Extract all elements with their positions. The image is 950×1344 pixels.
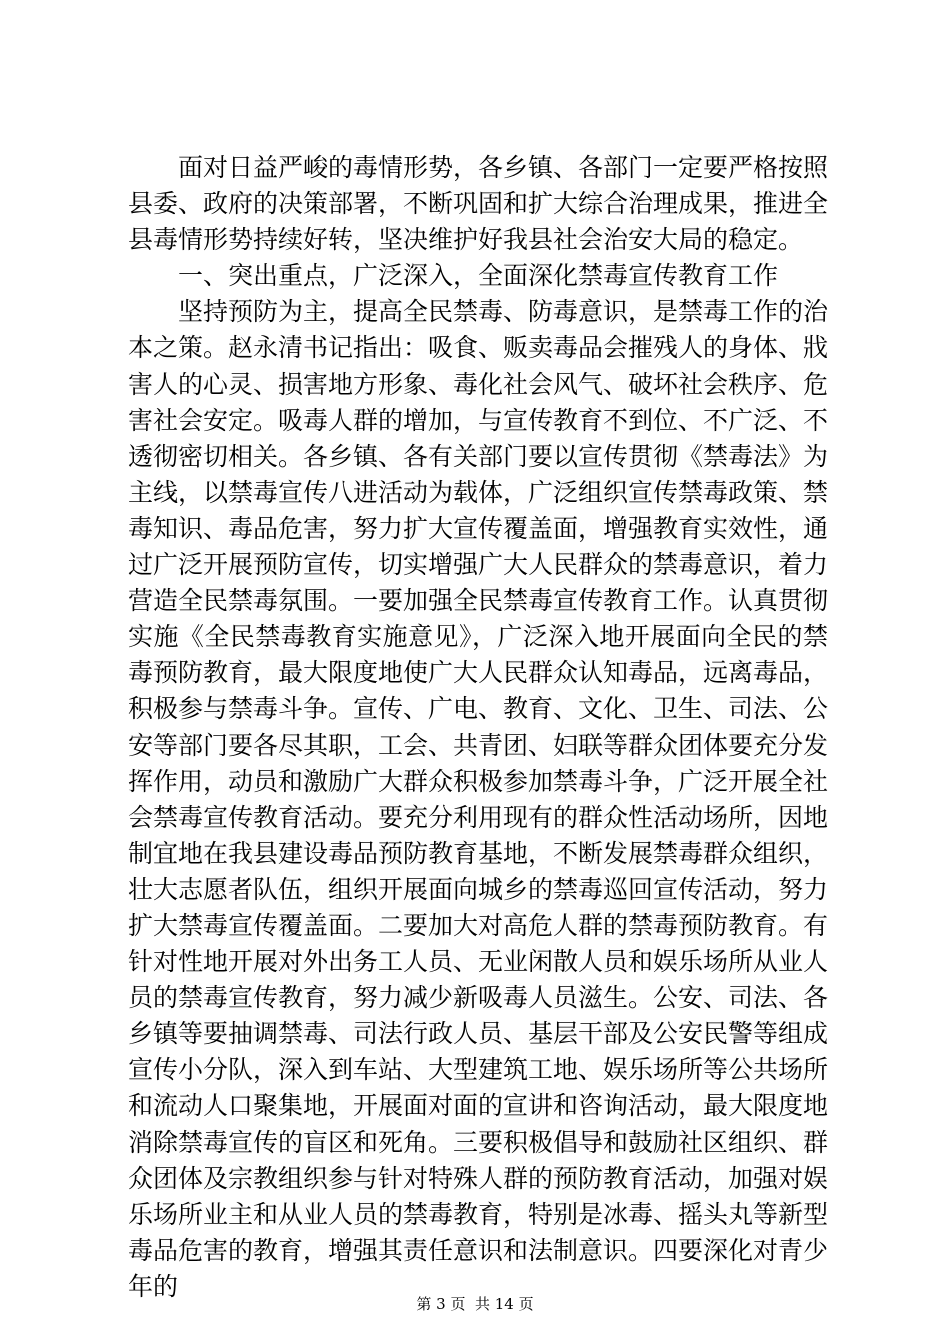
page-number-footer: 第 3 页 共 14 页 xyxy=(416,1295,534,1313)
paragraph-intro: 面对日益严峻的毒情形势，各乡镇、各部门一定要严格按照县委、政府的决策部署，不断巩固和扩大综合治理成果，推进全县毒情形势持续好转，坚决维护好我县社会治安大局的稳定。 xyxy=(128,153,829,255)
section-heading-1: 一、突出重点，广泛深入，全面深化禁毒宣传教育工作 xyxy=(178,261,779,291)
paragraph-section-1: 坚持预防为主，提高全民禁毒、防毒意识，是禁毒工作的治本之策。赵永清书记指出：吸食、贩卖毒品会摧残人的身体、戕害人的心灵、损害地方形象、毒化社会风气、破坏社会秩序、危害社会安定。吸毒人群的增加，与宣传教育不到位、不广泛、不透彻密切相关。各乡镇、各有关部门要以宣传贯彻《禁毒法》为主线，以禁毒宣传八进活动为载体，广泛组织宣传禁毒政策、禁毒知识、毒品危害，努力扩大宣传覆盖面，增强教育实效性，通过广泛开展预防宣传，切实增强广大人民群众的禁毒意识，着力营造全民禁毒氛围。一要加强全民禁毒宣传教育工作。认真贯彻实施《全民禁毒教育实施意见》，广泛深入地开展面向全民的禁毒预防教育，最大限度地使广大人民群众认知毒品，远离毒品，积极参与禁毒斗争。宣传、广电、教育、文化、卫生、司法、公安等部门要各尽其职，工会、共青团、妇联等群众团体要充分发挥作用，动员和激励广大群众积极参加禁毒斗争，广泛开展全社会禁毒宣传教育活动。要充分利用现有的群众性活动场所，因地制宜地在我县建设毒品预防教育基地，不断发展禁毒群众组织，壮大志愿者队伍，组织开展面向城乡的禁毒巡回宣传活动，努力扩大禁毒宣传覆盖面。二要加大对高危人群的禁毒预防教育。有针对性地开展对外出务工人员、无业闲散人员和娱乐场所从业人员的禁毒宣传教育，努力减少新吸毒人员滋生。公安、司法、各乡镇等要抽调禁毒、司法行政人员、基层干部及公安民警等组成宣传小分队，深入到车站、大型建筑工地、娱乐场所等公共场所和流动人口聚集地，开展面对面的宣讲和咨询活动，最大限度地消除禁毒宣传的盲区和死角。三要积极倡导和鼓励社区组织、群众团体及宗教组织参与针对特殊人群的预防教育活动，加强对娱乐场所业主和从业人员的禁毒教育，特别是冰毒、摇头丸等新型毒品危害的教育，增强其责任意识和法制意识。四要深化对青少年的 xyxy=(128,297,829,1301)
document-body xyxy=(128,150,828,1305)
